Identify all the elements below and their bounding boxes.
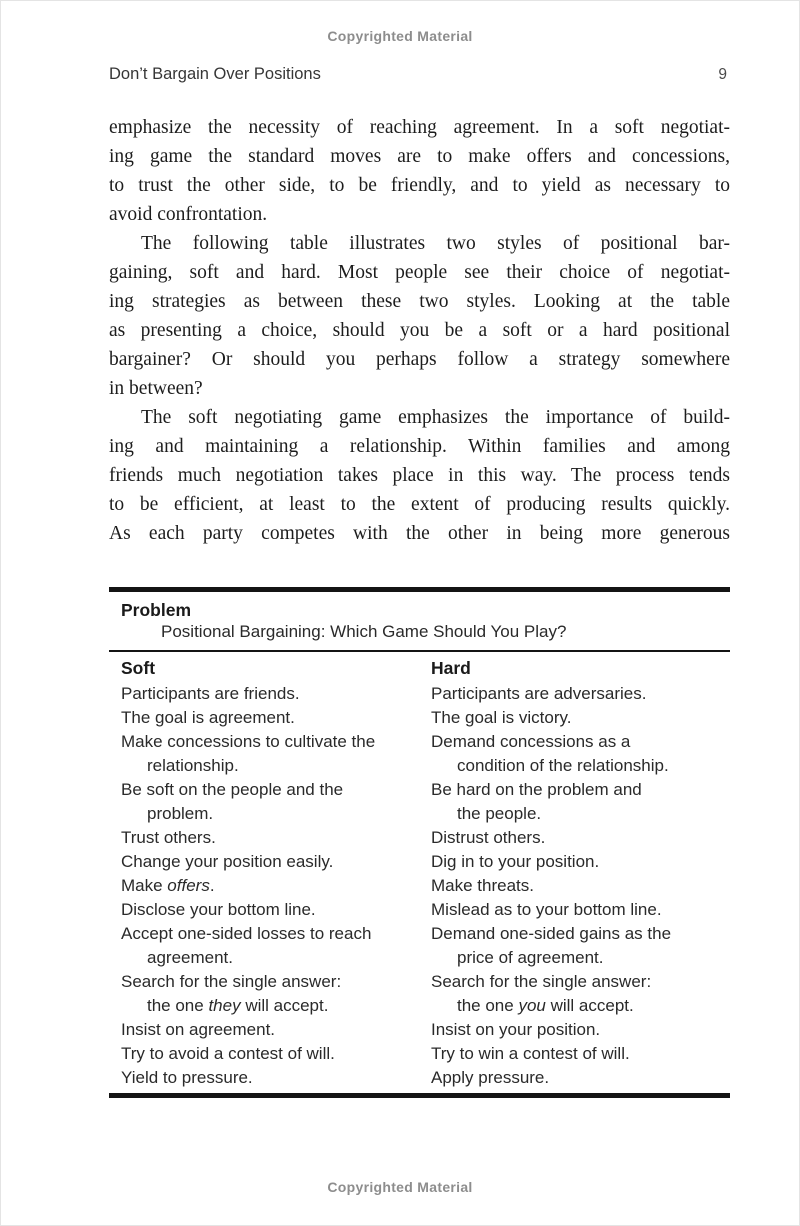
- body-line: to trust the other side, to be friendly, and to yield as necessary to: [109, 175, 730, 196]
- soft-cell: [121, 1066, 431, 1090]
- body-line: bargainer? Or should you perhaps follow a strategy somewhere: [109, 349, 730, 370]
- running-head-title: Don’t Bargain Over Positions: [109, 65, 321, 83]
- hard-cell: [431, 1066, 730, 1090]
- hard-cell: [431, 1042, 730, 1066]
- table-bottom-rule: [109, 1093, 730, 1098]
- table-row: [121, 922, 730, 970]
- soft-cell: [121, 778, 431, 826]
- table-line: Be hard on the problem and: [431, 780, 642, 799]
- table-line: the one they will accept.: [147, 996, 329, 1015]
- body-line: as presenting a choice, should you be a soft or a hard positional: [109, 320, 730, 341]
- soft-cell: [121, 826, 431, 850]
- table-row: [121, 1042, 730, 1066]
- hard-cell: [431, 970, 730, 1018]
- hard-cell: [431, 826, 730, 850]
- soft-cell: [121, 874, 431, 898]
- table-row: [121, 826, 730, 850]
- hard-cell: [431, 730, 730, 778]
- body-line: to be efficient, at least to the extent of producing results quickly.: [109, 494, 730, 515]
- table-line: problem.: [147, 804, 214, 823]
- table-row: [121, 1066, 730, 1090]
- table-subtitle: Positional Bargaining: Which Game Should You Play?: [161, 622, 567, 641]
- table-row: [121, 682, 730, 706]
- body-line: As each party competes with the other in being more generous: [109, 523, 730, 544]
- table-line: The goal is victory.: [431, 708, 572, 727]
- table-rows: [109, 682, 730, 1090]
- table-line: Try to win a contest of will.: [431, 1044, 630, 1063]
- body-text: [109, 113, 730, 548]
- hard-cell: [431, 682, 730, 706]
- soft-cell: [121, 1018, 431, 1042]
- body-line: The following table illustrates two styles of positional bar-: [141, 233, 730, 254]
- table-line: Mislead as to your bottom line.: [431, 900, 662, 919]
- body-line: emphasize the necessity of reaching agreement. In a soft negotiat-: [109, 117, 730, 138]
- table-line: Demand concessions as a: [431, 732, 631, 751]
- table-line: agreement.: [147, 948, 233, 967]
- soft-cell: [121, 682, 431, 706]
- body-line: ing strategies as between these two styles. Looking at the table: [109, 291, 730, 312]
- copyright-notice-top: Copyrighted Material: [327, 28, 473, 44]
- body-line: ing game the standard moves are to make offers and concessions,: [109, 146, 730, 167]
- table-line: Insist on your position.: [431, 1020, 601, 1039]
- hard-cell: [431, 850, 730, 874]
- table-row: [121, 1018, 730, 1042]
- soft-cell: [121, 970, 431, 1018]
- table-line: the one you will accept.: [457, 996, 634, 1015]
- soft-cell: [121, 898, 431, 922]
- body-line: friends much negotiation takes place in this way. The process tends: [109, 465, 730, 486]
- hard-cell: [431, 922, 730, 970]
- table-divider-rule: [109, 650, 730, 652]
- comparison-table: [109, 587, 730, 1098]
- body-line: The soft negotiating game emphasizes the importance of build-: [141, 407, 730, 428]
- table-line: Disclose your bottom line.: [121, 900, 316, 919]
- table-line: Participants are adversaries.: [431, 684, 647, 703]
- table-line: Search for the single answer:: [431, 972, 652, 991]
- table-line: Be soft on the people and the: [121, 780, 344, 799]
- table-row: [121, 730, 730, 778]
- hard-cell: [431, 706, 730, 730]
- table-line: Make threats.: [431, 876, 534, 895]
- table-line: Insist on agreement.: [121, 1020, 276, 1039]
- table-line: The goal is agreement.: [121, 708, 295, 727]
- table-line: the people.: [457, 804, 542, 823]
- table-row: [121, 706, 730, 730]
- body-line: gaining, soft and hard. Most people see their choice of negotiat-: [109, 262, 730, 283]
- soft-cell: [121, 1042, 431, 1066]
- column-header-soft: Soft: [121, 658, 156, 678]
- hard-cell: [431, 1018, 730, 1042]
- body-line: in between?: [109, 378, 203, 399]
- table-line: Apply pressure.: [431, 1068, 550, 1087]
- soft-cell: [121, 730, 431, 778]
- table-row: [121, 898, 730, 922]
- table-row: [121, 970, 730, 1018]
- table-line: Dig in to your position.: [431, 852, 600, 871]
- table-line: Distrust others.: [431, 828, 546, 847]
- table-line: Trust others.: [121, 828, 216, 847]
- soft-cell: [121, 850, 431, 874]
- table-column-headers: [109, 656, 730, 680]
- soft-cell: [121, 706, 431, 730]
- table-line: Search for the single answer:: [121, 972, 342, 991]
- table-row: [121, 850, 730, 874]
- column-header-hard: Hard: [431, 658, 471, 678]
- table-line: Demand one-sided gains as the: [431, 924, 672, 943]
- table-line: Make concessions to cultivate the: [121, 732, 376, 751]
- hard-cell: [431, 778, 730, 826]
- copyright-notice-bottom: Copyrighted Material: [327, 1179, 473, 1195]
- table-line: relationship.: [147, 756, 239, 775]
- table-line: Participants are friends.: [121, 684, 300, 703]
- table-line: Try to avoid a contest of will.: [121, 1044, 335, 1063]
- soft-cell: [121, 922, 431, 970]
- body-line: ing and maintaining a relationship. Within families and among: [109, 436, 730, 457]
- table-line: Yield to pressure.: [121, 1068, 253, 1087]
- table-line: Make offers.: [121, 876, 215, 895]
- table-top-rule: [109, 587, 730, 592]
- running-head: [109, 65, 727, 84]
- page-number: 9: [718, 66, 727, 83]
- table-line: condition of the relationship.: [457, 756, 669, 775]
- table-row: [121, 778, 730, 826]
- table-problem-label: Problem: [121, 600, 192, 620]
- table-line: price of agreement.: [457, 948, 604, 967]
- body-line: avoid confrontation.: [109, 204, 268, 225]
- table-line: Change your position easily.: [121, 852, 334, 871]
- hard-cell: [431, 874, 730, 898]
- table-line: Accept one-sided losses to reach: [121, 924, 372, 943]
- table-row: [121, 874, 730, 898]
- hard-cell: [431, 898, 730, 922]
